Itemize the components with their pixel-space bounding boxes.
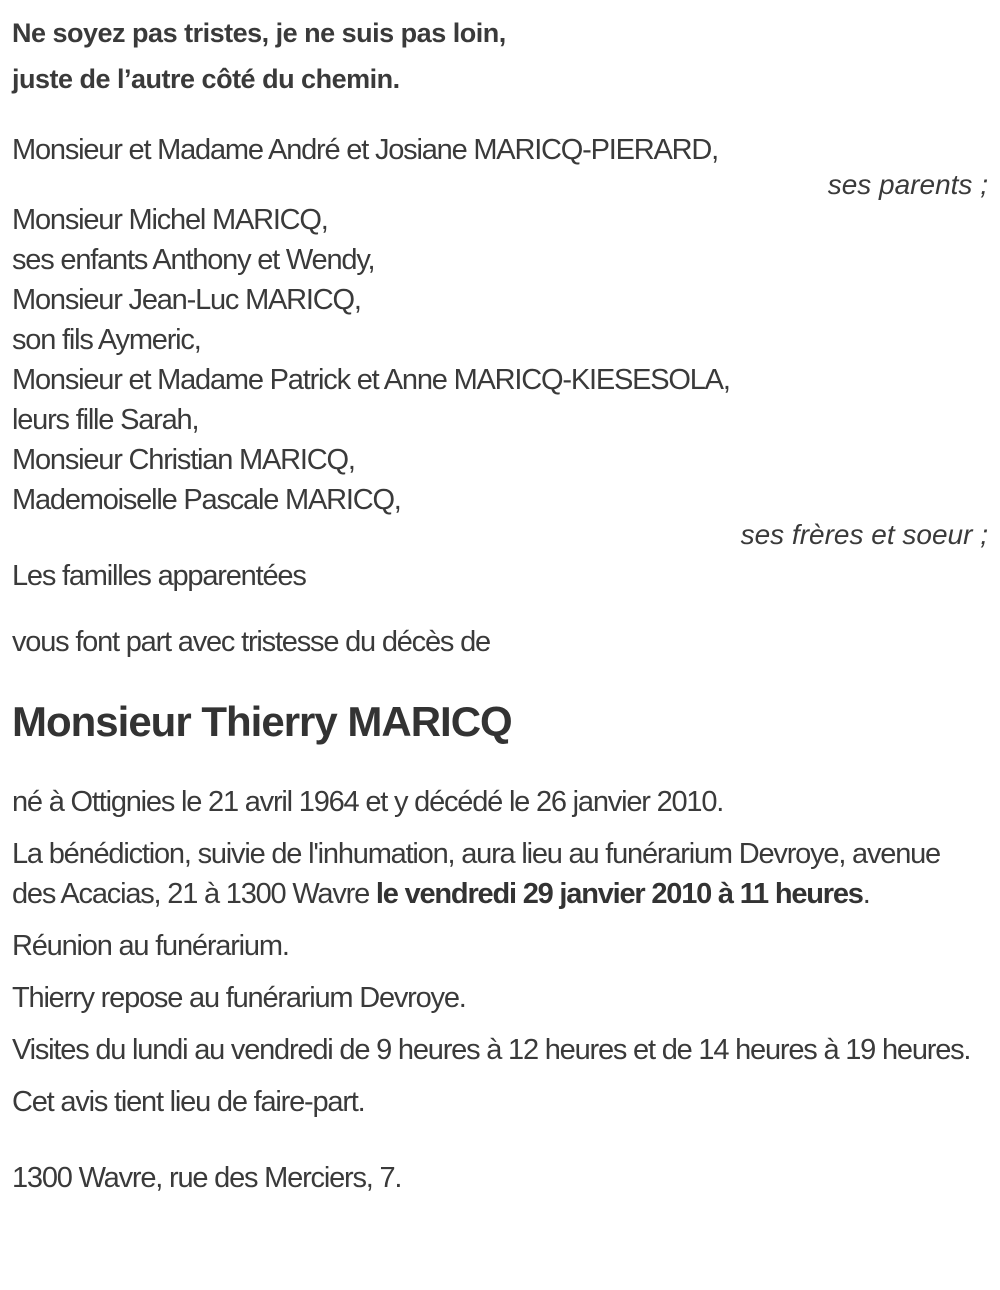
announcement-sentence: vous font part avec tristesse du décès de [12, 626, 490, 658]
ceremony-datetime: le vendredi 29 janvier 2010 à 11 heures [375, 878, 863, 910]
relative-name-line: Mademoiselle Pascale MARICQ, [12, 484, 401, 516]
deceased-name: Monsieur Thierry MARICQ [12, 698, 512, 745]
funeral-home-address: 1300 Wavre, rue des Merciers, 7. [12, 1162, 402, 1194]
epigraph [12, 10, 988, 102]
relationship-attribution: ses frères et soeur ; [740, 519, 988, 550]
relationship-attribution: ses parents ; [827, 169, 988, 200]
family-group [12, 130, 988, 200]
relative-name-line: Monsieur et Madame Patrick et Anne MARICQ-KIESESOLA, [12, 364, 730, 396]
epigraph-line-2: juste de l’autre côté du chemin. [12, 64, 400, 94]
relative-name-line: son fils Aymeric, [12, 324, 201, 356]
info-paragraph: Thierry repose au funérarium Devroye. [12, 982, 466, 1014]
ceremony-text: La bénédiction, suivie de l'inhumation, aura lieu au funérarium Devroye, avenue des Acacias, 21 à 1300 Wavre [12, 838, 940, 910]
relative-name-line: Monsieur Michel MARICQ, [12, 204, 328, 236]
family-group [12, 200, 988, 550]
relative-name-line: Monsieur et Madame André et Josiane MARICQ-PIERARD, [12, 134, 718, 166]
info-paragraphs [12, 926, 988, 1122]
family-group [12, 556, 988, 596]
relative-name-line: ses enfants Anthony et Wendy, [12, 244, 375, 276]
birth-death-line: né à Ottignies le 21 avril 1964 et y décédé le 26 janvier 2010. [12, 786, 724, 818]
ceremony-period: . [862, 878, 870, 910]
epigraph-line-1: Ne soyez pas tristes, je ne suis pas loin, [12, 18, 506, 48]
info-paragraph: Cet avis tient lieu de faire-part. [12, 1086, 365, 1118]
family-list [12, 130, 988, 596]
relative-name-line: leurs fille Sarah, [12, 404, 199, 436]
info-paragraph: Réunion au funérarium. [12, 930, 289, 962]
ceremony-details [12, 834, 988, 914]
relative-name-line: Monsieur Christian MARICQ, [12, 444, 355, 476]
relative-name-line: Les familles apparentées [12, 560, 306, 592]
relative-name-line: Monsieur Jean-Luc MARICQ, [12, 284, 361, 316]
info-paragraph: Visites du lundi au vendredi de 9 heures à 12 heures et de 14 heures à 19 heures. [12, 1034, 971, 1066]
